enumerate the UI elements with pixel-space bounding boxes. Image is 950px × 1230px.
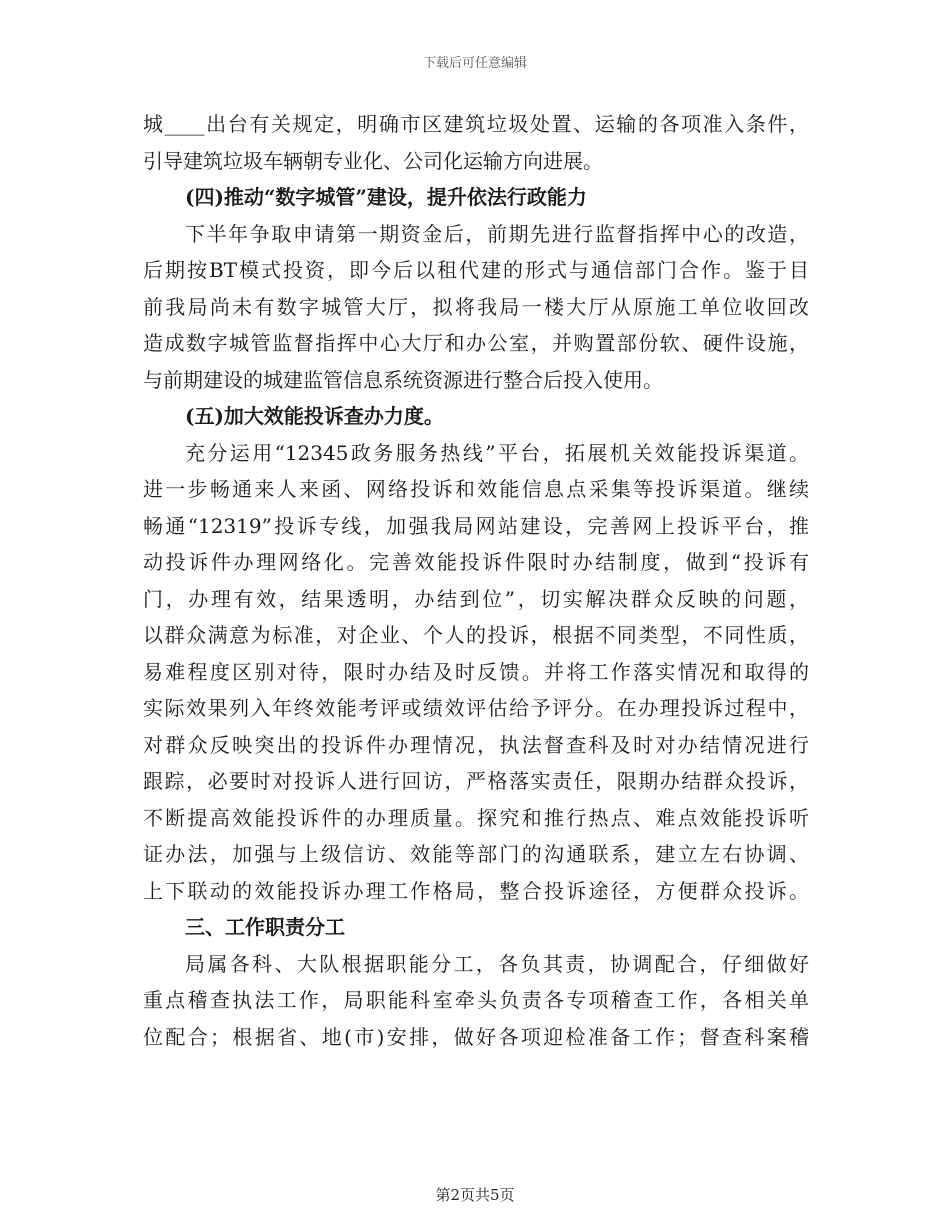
page-header-note: 下载后可任意编辑 [422, 56, 527, 71]
section-heading: (五)加大效能投诉查办力度。 [185, 404, 444, 428]
paragraph-line: 进一步畅通来人来函、网络投诉和效能信息点采集等投诉渠道。继续 [143, 477, 809, 501]
paragraph-line: 以群众满意为标准，对企业、个人的投诉，根据不同类型，不同性质， [143, 623, 809, 647]
paragraph-line: 充分运用“12345政务服务热线”平台，拓展机关效能投诉渠道。 [185, 440, 809, 465]
paragraph-line: 前我局尚未有数字城管大厅，拟将我局一楼大厅从原施工单位收回改 [143, 294, 809, 319]
paragraph-line: 引导建筑垃圾车辆朝专业化、公司化运输方向进展。 [143, 148, 603, 173]
paragraph-line: 重点稽查执法工作，局职能科室牵头负责各专项稽查工作，各相关单 [143, 988, 809, 1012]
paragraph-line: 下半年争取申请第一期资金后，前期先进行监督指挥中心的改造， [185, 221, 809, 246]
paragraph-line: 易难程度区别对待，限时办结及时反馈。并将工作落实情况和取得的 [143, 659, 809, 684]
paragraph-line: 局属各科、大队根据职能分工，各负其责，协调配合，仔细做好 [185, 951, 809, 976]
paragraph-line: 证办法，加强与上级信访、效能等部门的沟通联系，建立左右协调、 [143, 842, 809, 866]
section-heading: (四)推动“数字城管”建设，提升依法行政能力 [185, 185, 587, 209]
page-number: 第2页共5页 [435, 1186, 515, 1204]
paragraph-line: 城____出台有关规定，明确市区建筑垃圾处置、运输的各项准入条件， [143, 112, 809, 136]
paragraph-line: 动投诉件办理网络化。完善效能投诉件限时办结制度，做到“投诉有 [143, 550, 809, 574]
paragraph-line: 与前期建设的城建监管信息系统资源进行整合后投入使用。 [143, 367, 663, 392]
paragraph-line: 不断提高效能投诉件的办理质量。探究和推行热点、难点效能投诉听 [143, 805, 809, 830]
paragraph-line: 实际效果列入年终效能考评或绩效评估给予评分。在办理投诉过程中， [143, 696, 809, 720]
paragraph-line: 造成数字城管监督指挥中心大厅和办公室，并购置部份软、硬件设施， [143, 331, 809, 355]
paragraph-line: 后期按BT模式投资，即今后以租代建的形式与通信部门合作。鉴于目 [143, 258, 809, 282]
paragraph-line: 位配合；根据省、地(市)安排，做好各项迎检准备工作；督查科案稽 [143, 1024, 809, 1049]
paragraph-line: 上下联动的效能投诉办理工作格局，整合投诉途径，方便群众投诉。 [143, 878, 809, 903]
section-heading: 三、工作职责分工 [185, 915, 345, 939]
paragraph-line: 跟踪，必要时对投诉人进行回访，严格落实责任，限期办结群众投诉， [143, 769, 809, 793]
paragraph-line: 畅通“12319”投诉专线，加强我局网站建设，完善网上投诉平台，推 [143, 513, 809, 538]
document-body [143, 106, 809, 1055]
paragraph-line: 对群众反映突出的投诉件办理情况，执法督查科及时对办结情况进行 [143, 732, 809, 757]
paragraph-line: 门，办理有效，结果透明，办结到位”，切实解决群众反映的问题， [143, 586, 809, 611]
